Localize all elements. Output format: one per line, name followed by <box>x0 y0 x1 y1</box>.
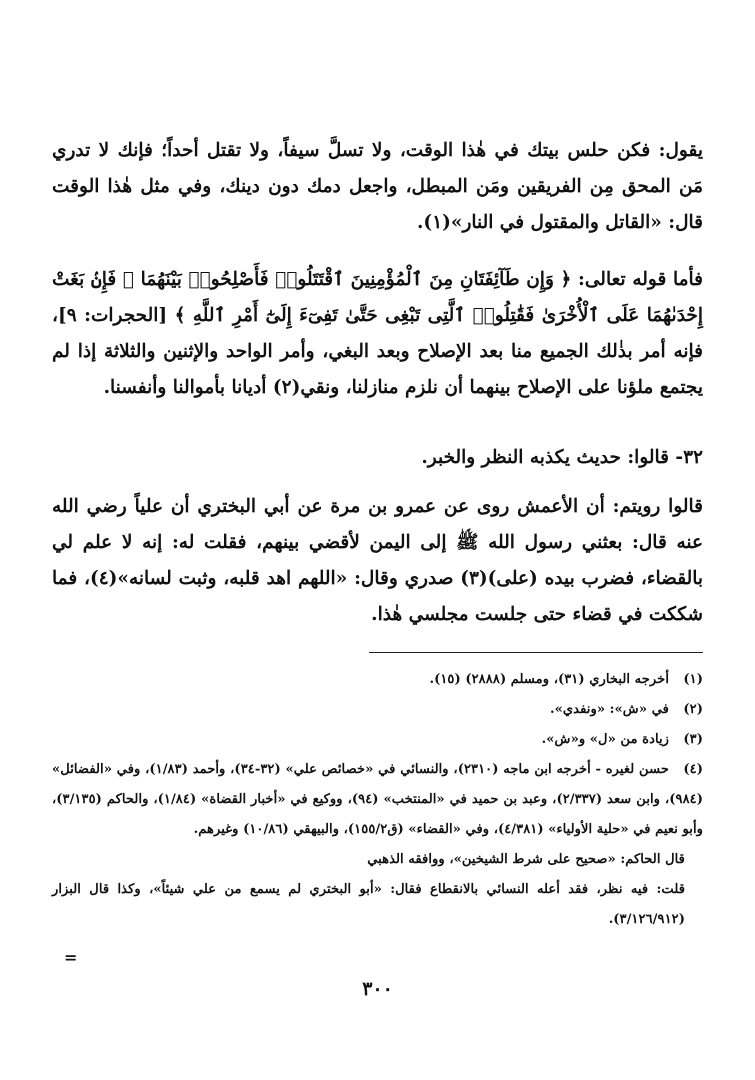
footnote-2 <box>52 695 703 725</box>
footnote-4 <box>52 755 703 845</box>
paragraph-2-quran-verse: فأما قوله تعالى: ﴿ وَإِن طَآئِفَتَانِ مِنَ ٱلْمُؤْمِنِينَ ٱقْتَتَلُوا۟ فَأَصْلِحُوا۟ بَيْنَهُمَا ۖ فَإِنۢ بَغَتْ إِحْدَىٰهُمَا عَلَى ٱلْأُخْرَىٰ فَقَٰتِلُوا۟ ٱلَّتِى تَبْغِى حَتَّىٰ تَفِىٓءَ إِلَىٰٓ أَمْرِ ٱللَّهِ ﴾ [الحجرات: ٩]، فإنه أمر بذٰلك الجميع منا بعد الإصلاح وبعد البغي، وأمر الواحد والإثنين والثلاثة إذا لم يجتمع ملؤنا على الإصلاح بينهما أن نلزم منازلنا، ونقي(٢) أديانا بأموالنا وأنفسنا. <box>52 269 703 398</box>
footnote-text: في «ش»: «ونفدي». <box>550 702 669 717</box>
paragraph-1: يقول: فكن حلس بيتك في هٰذا الوقت، ولا تسلَّ سيفاً، ولا تقتل أحداً؛ فإنك لا تدري مَن المحق مِن الفريقين ومَن المبطل، واجعل دمك دون دينك، وفي مثل هٰذا الوقت قال: «القاتل والمقتول في النار»(١). <box>52 140 703 233</box>
footnote-text: زيادة من «ل» و«ش». <box>541 732 669 747</box>
section-heading-32: ٣٢- قالوا: حديث يكذبه النظر والخبر. <box>421 447 703 468</box>
footnote-1 <box>52 665 703 695</box>
continuation-mark: = <box>64 948 78 967</box>
footnote-text: حسن لغيره - أخرجه ابن ماجه (٢٣١٠)، والنسائي في «خصائص علي» (٣٢-٣٤)، وأحمد (١/٨٣)، وفي «الفضائل» (٩٨٤)، وابن سعد (٢/٣٣٧)، وعبد بن حميد في «المنتخب» (٩٤)، ووكيع في «أخبار القضاة» (١/٨٤)، والحاكم (٣/١٣٥)، وأبو نعيم في «حلية الأولياء» (٤/٣٨١)، وفي «القضاء» (ق١٥٥/٢)، والبيهقي (١٠/٨٦) وغيرهم. <box>52 762 703 837</box>
footnotes <box>52 665 703 935</box>
page-number: ٣٠٠ <box>362 978 393 1000</box>
footnote-text: أخرجه البخاري (٣١)، ومسلم (٢٨٨٨) (١٥). <box>429 672 669 687</box>
footnote-4-hakim-note: قال الحاكم: «صحيح على شرط الشيخين»، ووافقه الذهبي <box>367 852 685 867</box>
footnote-number: (٣) <box>683 732 703 747</box>
footnote-number: (٢) <box>683 702 703 717</box>
footnote-4-author-note: قلت: فيه نظر، فقد أعله النسائي بالانقطاع فقال: «أبو البختري لم يسمع من علي شيئاً»، وكذا قال البزار (٣/١٢٦/٩١٢). <box>52 882 685 927</box>
footnote-number: (١) <box>683 672 703 687</box>
footnote-number: (٤) <box>683 762 704 777</box>
paragraph-4: قالوا رويتم: أن الأعمش روى عن عمرو بن مرة عن أبي البختري أن علياً رضي الله عنه قال: بعثني رسول الله ﷺ إلى اليمن لأقضي بينهم، فقلت له: إنه لا علم لي بالقضاء، فضرب بيده (على)(٣) صدري وقال: «اللهم اهد قلبه، وثبت لسانه»(٤)، فما شككت في قضاء حتى جلست مجلسي هٰذا. <box>52 496 703 625</box>
footnote-divider <box>369 652 703 653</box>
footnote-3 <box>52 725 703 755</box>
